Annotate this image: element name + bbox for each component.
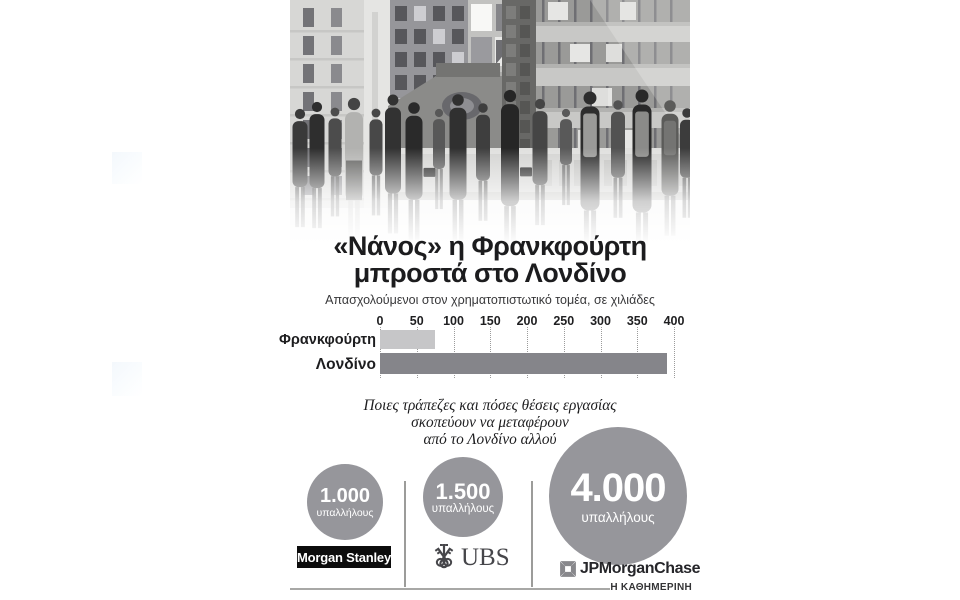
bar-label-frankfurt: Φρανκφούρτη (278, 332, 376, 348)
chase-octagon-icon (558, 559, 578, 579)
tick-label: 200 (516, 314, 538, 328)
divider (531, 481, 533, 587)
employees-unit: υπαλλήλους (316, 506, 374, 519)
gridline (674, 327, 675, 378)
tick-label: 150 (479, 314, 501, 328)
title-line-1: «Νάνος» η Φρανκφούρτη (333, 231, 647, 261)
morgan-stanley-logo (297, 546, 391, 568)
print-artifact (112, 362, 142, 396)
tick-label: 100 (443, 314, 464, 328)
circle-jpmorganchase (549, 427, 687, 565)
circle-ubs (423, 457, 503, 537)
footer-rule (290, 588, 610, 590)
question-line-1: Ποιες τράπεζες και πόσες θέσεις εργασίας (363, 397, 617, 414)
commuters-photo (290, 0, 690, 245)
employees-count: 1.000 (319, 484, 371, 507)
employees-count: 1.500 (435, 478, 491, 504)
bar-london (380, 353, 667, 374)
tick-label: 50 (409, 314, 424, 328)
question-line-2: σκοπεύουν να μεταφέρουν (411, 414, 569, 431)
jpmorganchase-logo (558, 559, 700, 579)
ubs-logo (431, 543, 510, 573)
tick-label: 350 (626, 314, 648, 328)
employees-count: 4.000 (570, 465, 666, 510)
morgan-stanley-wordmark: Morgan Stanley (297, 549, 391, 565)
question-line-3: από το Λονδίνο αλλού (423, 431, 557, 448)
print-artifact (112, 152, 142, 184)
divider (404, 481, 406, 587)
tick-label: 400 (663, 314, 685, 328)
title-line-2: μπροστά στο Λονδίνο (353, 258, 627, 288)
source-credit: Η ΚΑΘΗΜΕΡΙΝΗ (610, 582, 692, 593)
circle-morgan-stanley (307, 464, 383, 540)
page-title (290, 233, 690, 287)
bar-frankfurt (380, 330, 435, 349)
ubs-wordmark: UBS (461, 544, 510, 571)
employees-unit: υπαλλήλους (431, 502, 495, 515)
ubs-keys-icon (431, 544, 457, 572)
tick-label: 250 (553, 314, 575, 328)
x-axis-ticks (376, 314, 685, 328)
tick-label: 0 (376, 314, 384, 328)
jpmorganchase-wordmark: JPMorganChase (580, 560, 701, 577)
tick-label: 300 (590, 314, 611, 328)
chart-subtitle: Απασχολούμενοι στον χρηματοπιστωτικό τομέα, σε χιλιάδες (325, 293, 655, 307)
bar-label-london: Λονδίνο (315, 356, 376, 373)
employees-unit: υπαλλήλους (581, 509, 655, 525)
